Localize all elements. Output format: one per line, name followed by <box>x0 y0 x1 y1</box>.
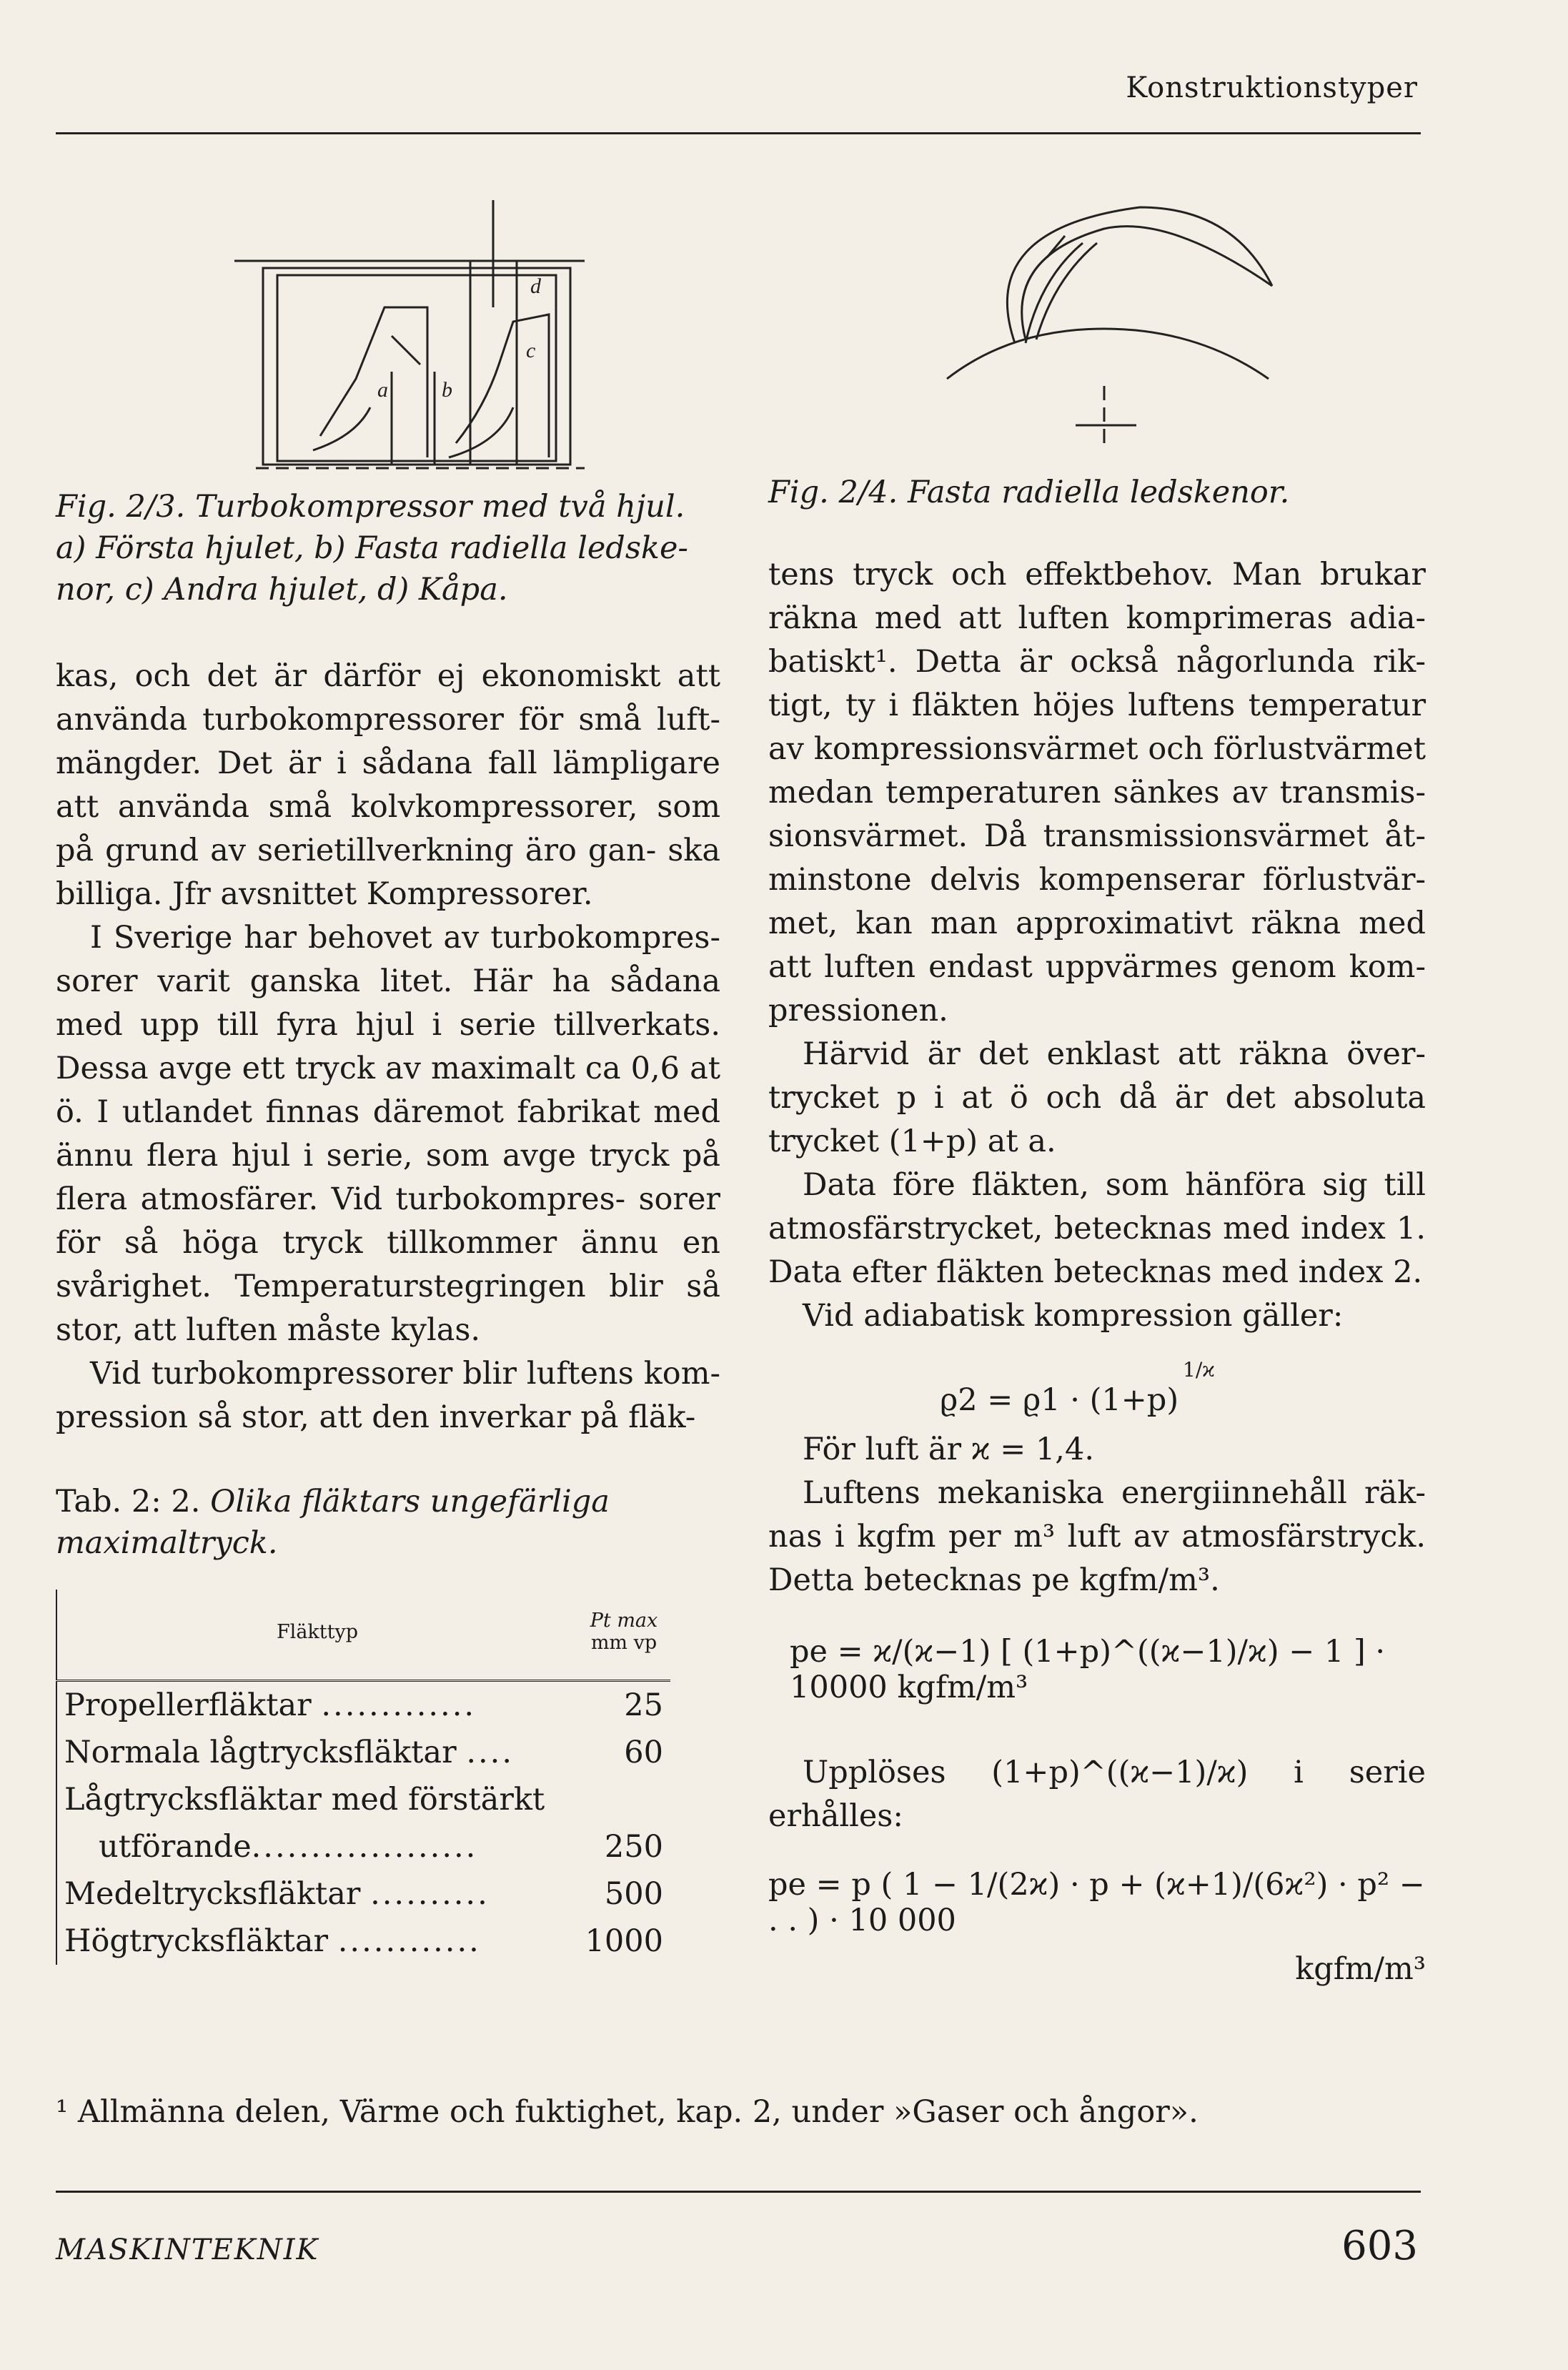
table-title: Olika fläktars ungefärliga maximaltryck. <box>56 1484 610 1561</box>
body-paragraph: tens tryck och effektbehov. Man brukar räkna med att luften komprimeras adia- batiskt¹. Detta är också någorlunda rik- tigt, ty i fläkten höjes luftens temperatur av kompressionsvärmet och förlustvärmet medan temperaturen sänkes av transmis- sionsvärmet. Då transmissionsvärmet åt- minstone delvis kompenserar förlustvär- met, kan man approximativt räkna med att luften endast uppvärmes genom kom- pressionen. <box>768 557 1426 1028</box>
footer-book-title: MASKINTEKNIK <box>56 2233 319 2266</box>
fig-2-4-caption: Fig. 2/4. Fasta radiella ledskenor. <box>768 475 1290 510</box>
page-number: 603 <box>1341 2223 1418 2269</box>
density-formula-body: ϱ2 = ϱ1 · (1+p) <box>940 1382 1179 1418</box>
fig-label-b: b <box>442 378 452 402</box>
body-paragraph: Vid turbokompressorer blir luftens kom- pression så stor, att den inverkar på fläk- <box>56 1356 720 1435</box>
kappa-value-line: För luft är ϰ = 1,4. <box>803 1432 1094 1467</box>
table-row: Normala lågtrycksfläktar .... 60 <box>64 1735 663 1770</box>
header-rule <box>56 132 1421 134</box>
fig-label-d: d <box>530 274 541 298</box>
fan-pressure-table <box>56 1590 670 1965</box>
table-number: Tab. 2: 2. <box>56 1484 201 1519</box>
fig-2-3-caption <box>56 486 720 610</box>
footnote: ¹ Allmänna delen, Värme och fuktighet, kap. 2, under »Gaser och ångor». <box>56 2094 1199 2130</box>
density-formula <box>768 1358 1426 1421</box>
body-paragraph: Härvid är det enklast att räkna över- trycket p i at ö och då är det absoluta trycket (1+p) at a. <box>768 1036 1426 1159</box>
column-header-type: Fläkttyp <box>56 1590 577 1681</box>
pe-formula: pe = ϰ/(ϰ−1) [ (1+p)^((ϰ−1)/ϰ) − 1 ] · 10000 kgfm/m³ <box>790 1634 1386 1705</box>
caption-line: a) Första hjulet, b) Fasta radiella ledske- <box>56 530 688 566</box>
right-column <box>768 150 1426 1987</box>
fig-label-c: c <box>526 339 536 362</box>
series-intro: Upplöses (1+p)^((ϰ−1)/ϰ) i serie erhålles: <box>768 1755 1426 1834</box>
body-paragraph: Data före fläkten, som hänföra sig till atmosfärstrycket, betecknas med index 1. Data efter fläkten betecknas med index 2. <box>768 1167 1426 1290</box>
series-formula-unit: kgfm/m³ <box>1295 1951 1426 1987</box>
body-paragraph: kas, och det är därför ej ekonomiskt att använda turbokompressorer för små luft- mängder. Det är i sådana fall lämpligare att använda små kolvkompressorer, som på grund av serietillverkning äro gan- ska billiga. Jfr avsnittet Kompressorer. <box>56 658 720 912</box>
table-row: Medeltrycksfläktar .......... 500 <box>64 1876 663 1912</box>
fig-2-3-drawing <box>56 150 720 486</box>
table-row: Propellerfläktar ............. 25 <box>64 1687 663 1723</box>
density-formula-exponent: 1/ϰ <box>1183 1358 1215 1382</box>
table-row: utförande................... 250 <box>99 1829 663 1865</box>
left-column <box>56 150 720 1965</box>
footer-rule <box>56 2191 1421 2193</box>
section-title: Konstruktionstyper <box>1126 71 1418 104</box>
caption-line: nor, c) Andra hjulet, d) Kåpa. <box>56 572 508 608</box>
table-caption <box>56 1481 720 1564</box>
body-paragraph: I Sverige har behovet av turbokompres- sorer varit ganska litet. Här ha sådana med upp till fyra hjul i serie tillverkats. Dessa avge ett tryck av maximalt ca 0,6 at ö. I utlandet finnas däremot fabrikat med ännu flera hjul i serie, som avge tryck på flera atmosfärer. Vid turbokompres- sorer för så höga tryck tillkommer ännu en svårighet. Temperaturstegringen blir så stor, att luften måste kylas. <box>56 920 720 1348</box>
body-paragraph: Vid adiabatisk kompression gäller: <box>803 1298 1344 1334</box>
column-header-value: Pt max mm vp <box>577 1590 670 1681</box>
series-formula: pe = p ( 1 − 1/(2ϰ) · p + (ϰ+1)/(6ϰ²) · p² − . . ) · 10 000 <box>768 1867 1425 1938</box>
table-row: Lågtrycksfläktar med förstärkt <box>64 1782 545 1818</box>
fig-label-a: a <box>377 378 388 402</box>
fig-2-4-drawing <box>768 150 1426 479</box>
caption-line: Fig. 2/3. Turbokompressor med två hjul. <box>56 489 685 525</box>
energy-paragraph: Luftens mekaniska energiinnehåll räk- nas i kgfm per m³ luft av atmosfärstryck. Detta betecknas pe kgfm/m³. <box>768 1475 1426 1598</box>
table-row: Högtrycksfläktar ............ 1000 <box>64 1923 663 1959</box>
